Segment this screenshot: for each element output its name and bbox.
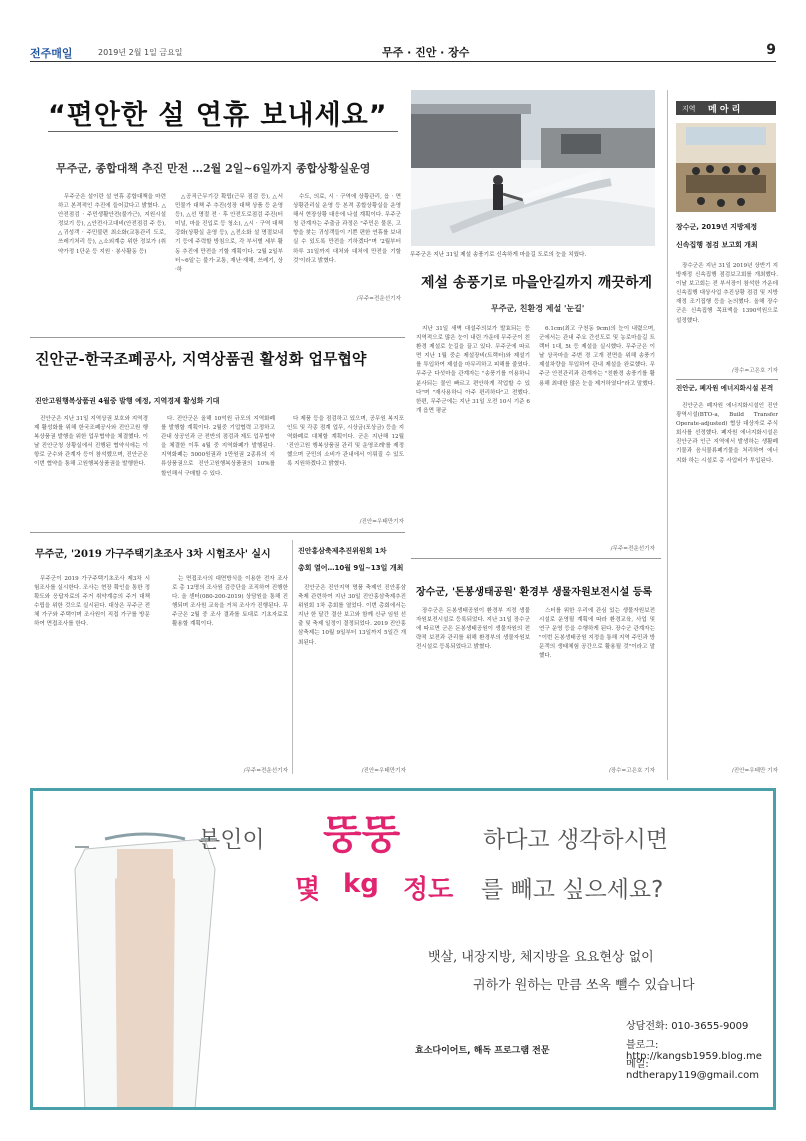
headline-rule — [48, 131, 398, 132]
jangsu-bio-credit: /장수=고은호 기자 — [608, 768, 655, 774]
sidebar-divider — [667, 90, 668, 780]
jinan-council-headline: 진안홍삼축제추진위원회 1차 — [298, 547, 387, 555]
newspaper-brand: 전주매일 — [30, 47, 73, 60]
divider — [676, 379, 778, 380]
sidebar-tag-small: 지역 — [682, 105, 696, 113]
sidebar-item1-body: 장수군은 지난 31일 2019년 상반기 지방재정 신속집행 점검보고회를 개최했다. 이날 보고회는 전 부서장이 참석한 가운데 신속집행 대상사업 추진상황 점검 및 지방재정 조기집행 등을 논의했다. 올해 장수군은 신속집행 목표액을 1390억원으로 설정했다. — [676, 263, 778, 324]
snow-column-2: 6.1cm(최고 구천동 9cm)의 눈이 내렸으며, 군에서는 관내 주요 간선도로 및 농로마을길 트랙터 1대, 5t 등 제설을 실시했다. 무주군은 이날 상곡마을 주변 경 고개 전면을 위해 송풍기 제설차량을 투입하여 관내 제설을 완료했다. 무주군 안전관리과 관계자는 "친환경 송풍기를 활용해 최대한 많은 눈을 제거하였다"라고 말했다. — [539, 326, 655, 387]
page-number: 9 — [766, 42, 776, 58]
jangsu-bio-column-2: 스터를 위한 우리에 관심 있는 생물자원보전시설로 운영될 계획에 따라 환경교육, 사업 및 연구 운영 등을 수행하게 된다. 장수군 관계자는 "이번 돈봉생태공원 지정을 통해 지역 주민과 방문객의 생태체험 공간으로 활용될 것"이라고 말했다. — [539, 608, 655, 660]
sidebar-item1-headline-2: 신속집행 점검 보고회 개최 — [676, 241, 758, 249]
sidebar-tag-title: 메 아 리 — [708, 105, 741, 115]
jangsu-bio-headline: 장수군, '돈봉생태공원' 환경부 생물자원보전시설 등록 — [416, 587, 653, 598]
ad-mail: 메일: ndtherapy119@gmail.com — [626, 1059, 759, 1081]
sidebar-item2-body: 진안군은 폐자원 에너지화시설인 진안광역시설(BTO-a, Build Transfer Operate-adjusted) 협상 대상자로 주식회사를 선정했다. 폐자원 에너지화시설은 진안군과 인근 지역에서 발생하는 생활폐기물과 음식물류폐기물을 처리하여 에너지화 하는 시설로 총 사업비가 투입된다. — [676, 403, 778, 464]
jinan-mou-subhead: 진안고원행복상품권 4월중 발행 예정, 지역경제 활성화 기대 — [35, 397, 220, 405]
sidebar-item2-headline: 진안군, 폐자원 에너지화시설 본격 — [676, 384, 774, 392]
section-title: 무주 · 진안 · 장수 — [382, 46, 470, 59]
lead-subhead: 무주군, 종합대책 추진 만전 …2월 2일~6일까지 종합상황실운영 — [56, 162, 371, 175]
jinan-mou-column-1: 진안군은 지난 31일 지역상권 보호와 지역경제 활성화를 위해 한국조폐공사와 진안고원 행복상품권 발행을 위한 업무협약을 체결했다. 이날 진안군청 상황실에서 진행된 협약식에는 이항로 군수와 관계자 등이 참석했으며, 진안군은 이번 협약을 통해 고원행복상품권을 발행한다. — [34, 416, 148, 468]
jinan-council-column: 진안군은 진안지역 명품 축제인 진안홍삼축제 관련하여 지난 30일 진안홍삼축제추진위원회 1차 총회를 열었다. 이번 총회에서는 지난 한 달간 결산 보고와 함께 신규 임원 선출 및 축제 일정이 결정되었다. 2019 진안홍삼축제는 10월 9일부터 13일까지 5일간 개최된다. — [298, 585, 406, 646]
ad-line2-b: kg — [343, 869, 379, 899]
snow-credit: /무주=전운선기자 — [610, 546, 655, 552]
divider — [411, 558, 661, 559]
jinan-mou-column-3: 다 제품 등을 점검하고 있으며, 공무원 복지포인트 및 각종 점계 업무, 시상금(포상금) 등을 지역화폐로 대체할 계획이다. 군은 지난해 12월 '진안고원 행복상품권 관리 및 운영조례'를 제정했으며 군민의 소비가 관내에서 이뤄질 수 있도록 지원하겠다고 밝혔다. — [287, 416, 404, 468]
snow-subhead: 무주군, 친환경 제설 '눈길' — [491, 303, 585, 313]
snow-headline: 제설 송풍기로 마을안길까지 깨끗하게 — [421, 275, 653, 291]
column-divider — [292, 540, 293, 774]
lead-column-1: 무주군은 설이란 설 연휴 종합대책을 마련하고 본격적인 추진에 들어갔다고 밝혔다. △안전점검 · 주민생활안전(불가근), 지원시설 정보기 등), △안전사고대비(안전점검 주 등), △귀성객 · 주민불편 최소화(교통관리 도로, 쓰레기처리 등), △소외계층 위한 정보가 (취약가정 1단운 등 지원 · 봉사활동 등) — [58, 194, 166, 255]
lead-credit: /무주=전운선기자 — [356, 296, 401, 302]
ad-line2-post: 를 빼고 싶으세요? — [481, 877, 664, 903]
ad-line1-pre: 본인이 — [198, 827, 265, 853]
muju-survey-credit: /무주=전운선기자 — [243, 768, 288, 774]
lead-headline: “편안한 설 연휴 보내세요” — [48, 100, 388, 131]
snow-column-1: 지난 31일 새벽 대설주의보가 발효되는 등 지역적으로 많은 눈이 내린 가운데 무주군이 친환경 제설로 눈길을 끌고 있다. 무주군에 따르면 지난 1월 중순 제설장비(트랙터)와 제설기를 투입하여 제설을 마무리하고 피해를 줄였다. 무주군 다섯마을 관계자는 "송풍기를 이용하니 분사되는 물인 빠르고 편안하게 작업할 수 있다"며 "재사용하니 아주 편리하다"고 전했다. 한편, 무주군에는 지난 31일 오전 10시 기준 6개 읍면 평균 — [416, 326, 530, 414]
weight-loss-figure — [45, 809, 245, 1109]
muju-survey-column-1: 무주군이 2019 가구주택기초조사 제3차 시험조사를 실시한다. 조사는 현장 확인을 통한 정확도와 응답자료의 주거 취약계층의 주거 대책 수립을 위한 것으로 실시된다. 대상은 무주군 전체 가구와 주택이며 조사원이 직접 가구를 방문하여 면접조사를 한다. — [34, 576, 150, 628]
jinan-mou-credit: /진안=우태만기자 — [359, 519, 404, 525]
ad-copy-1: 뱃살, 내장지방, 체지방을 요요현상 없이 — [428, 950, 654, 965]
jinan-mou-headline: 진안군-한국조폐공사, 지역상품권 활성화 업무협약 — [35, 350, 367, 368]
jangsu-bio-column-1: 장수군은 돈봉생태공원이 환경부 지정 생물자원보전시설로 등록되었다. 지난 31일 장수군에 따르면 군은 돈봉생태공원이 생물자원의 전략적 보전과 관리를 위해 환경부의 생물자원보전시설로 등록되었다고 밝혔다. — [416, 608, 530, 651]
sidebar-item1-headline: 장수군, 2019년 지방제정 — [676, 223, 758, 231]
muju-survey-column-2: 는 면접조사의 대면방식을 이용한 전자 조사 로 총 12명의 조사원 검증단을 조직하여 진행한다. 올 센터(080-200-2019) 상담원을 통해 진행되며 조사원 교육을 거쳐 조사가 진행된다. 무주군은 2월 중 조사 결과를 토대로 기초자료로 활용할 계획이다. — [172, 576, 288, 628]
muju-survey-headline: 무주군, '2019 가구주택기초조사 3차 시험조사' 실시 — [35, 549, 271, 560]
ad-line1-big: 뚱뚱 — [323, 812, 401, 858]
diet-advertisement — [30, 788, 776, 1110]
jinan-mou-column-2: 다. 진안군은 올해 10억원 규모의 지역화폐를 발행할 계획이다. 2월중 기업협력 고정하고 관내 상공인과 군 전반의 점검과 제도 업무협약을 체결한 이후 4월 중 지역화폐가 발행된다. 지역화폐는 5000원권과 1만원권 2종류의 지류상품권으로 진안고원행복상품권의 10%를 할인해서 구매할 수 있다. — [161, 416, 275, 477]
issue-date: 2019년 2월 1일 금요일 — [98, 48, 183, 57]
lead-photo-caption: 무주군은 지난 31일 제설 송풍기로 신속하게 마을길 도로의 눈을 치웠다. — [410, 252, 587, 258]
ad-line2-c: 정도 — [403, 875, 454, 905]
sidebar-photo — [676, 123, 776, 212]
meeting-room-illustration — [676, 123, 776, 212]
ad-blog: 블로그: http://kangsb1959.blog.me — [626, 1040, 762, 1062]
lead-column-3: 수도, 의료, 시 · 구역에 상황관리, 읍 · 면 상황관리실 운영 등 본격 종합상황실을 운영해서 현장상황 대응에 나설 계획이다. 무주군청 관계자는 주출금 과정은 "주민은 물론, 고향을 찾는 귀성객들이 기쁜 편한 연휴를 보내실 수 있도록 만전을 기하겠다"며 '2월부터 하루 31일까지 대처와 대처에 만전을 기할 것'이라고 밝혔다. — [293, 194, 401, 264]
ad-line1-post: 하다고 생각하시면 — [483, 827, 669, 853]
ad-copy-2: 귀하가 원하는 만큼 쏘옥 뺄수 있습니다 — [473, 978, 695, 993]
lead-photo — [411, 90, 655, 246]
ad-phone: 상담전화: 010-3655-9009 — [626, 1021, 749, 1032]
sidebar-item2-credit: /진안=우태만 기자 — [731, 768, 778, 774]
ad-line2-a: 몇 — [295, 875, 321, 905]
jinan-council-credit: /진안=우태만기자 — [361, 768, 406, 774]
jinan-council-headline-2: 총회 열어…10월 9일~13일 개최 — [298, 564, 404, 572]
ad-brand: 효소다이어트, 해독 프로그램 전문 — [415, 1046, 550, 1056]
sidebar-tag — [676, 101, 776, 115]
divider — [30, 337, 405, 338]
page-header — [30, 42, 776, 62]
sidebar-item1-credit: /장수=고은호 기자 — [731, 368, 778, 374]
divider — [30, 532, 405, 533]
snow-scene-illustration — [411, 90, 655, 246]
lead-column-2: △공직근무기강 확립(근무 점검 등), △서민물가 대책 주 추진(성장 대책 상품 등 운영 등), △선 명절 전 · 후 안전도로점검 주진(터미널, 마을 진입로 등 청소), △시 · 구역 대책 강화(상황실 운영 등), △전소화 설 명절보내기 등에 주력할 방침으로, 각 부서별 세부 활동 추진에 만전을 기할 계획이다. '2월 2일부터~6일'는 불가·교통, 재난·재해, 쓰레기, 상·하 — [175, 194, 283, 273]
